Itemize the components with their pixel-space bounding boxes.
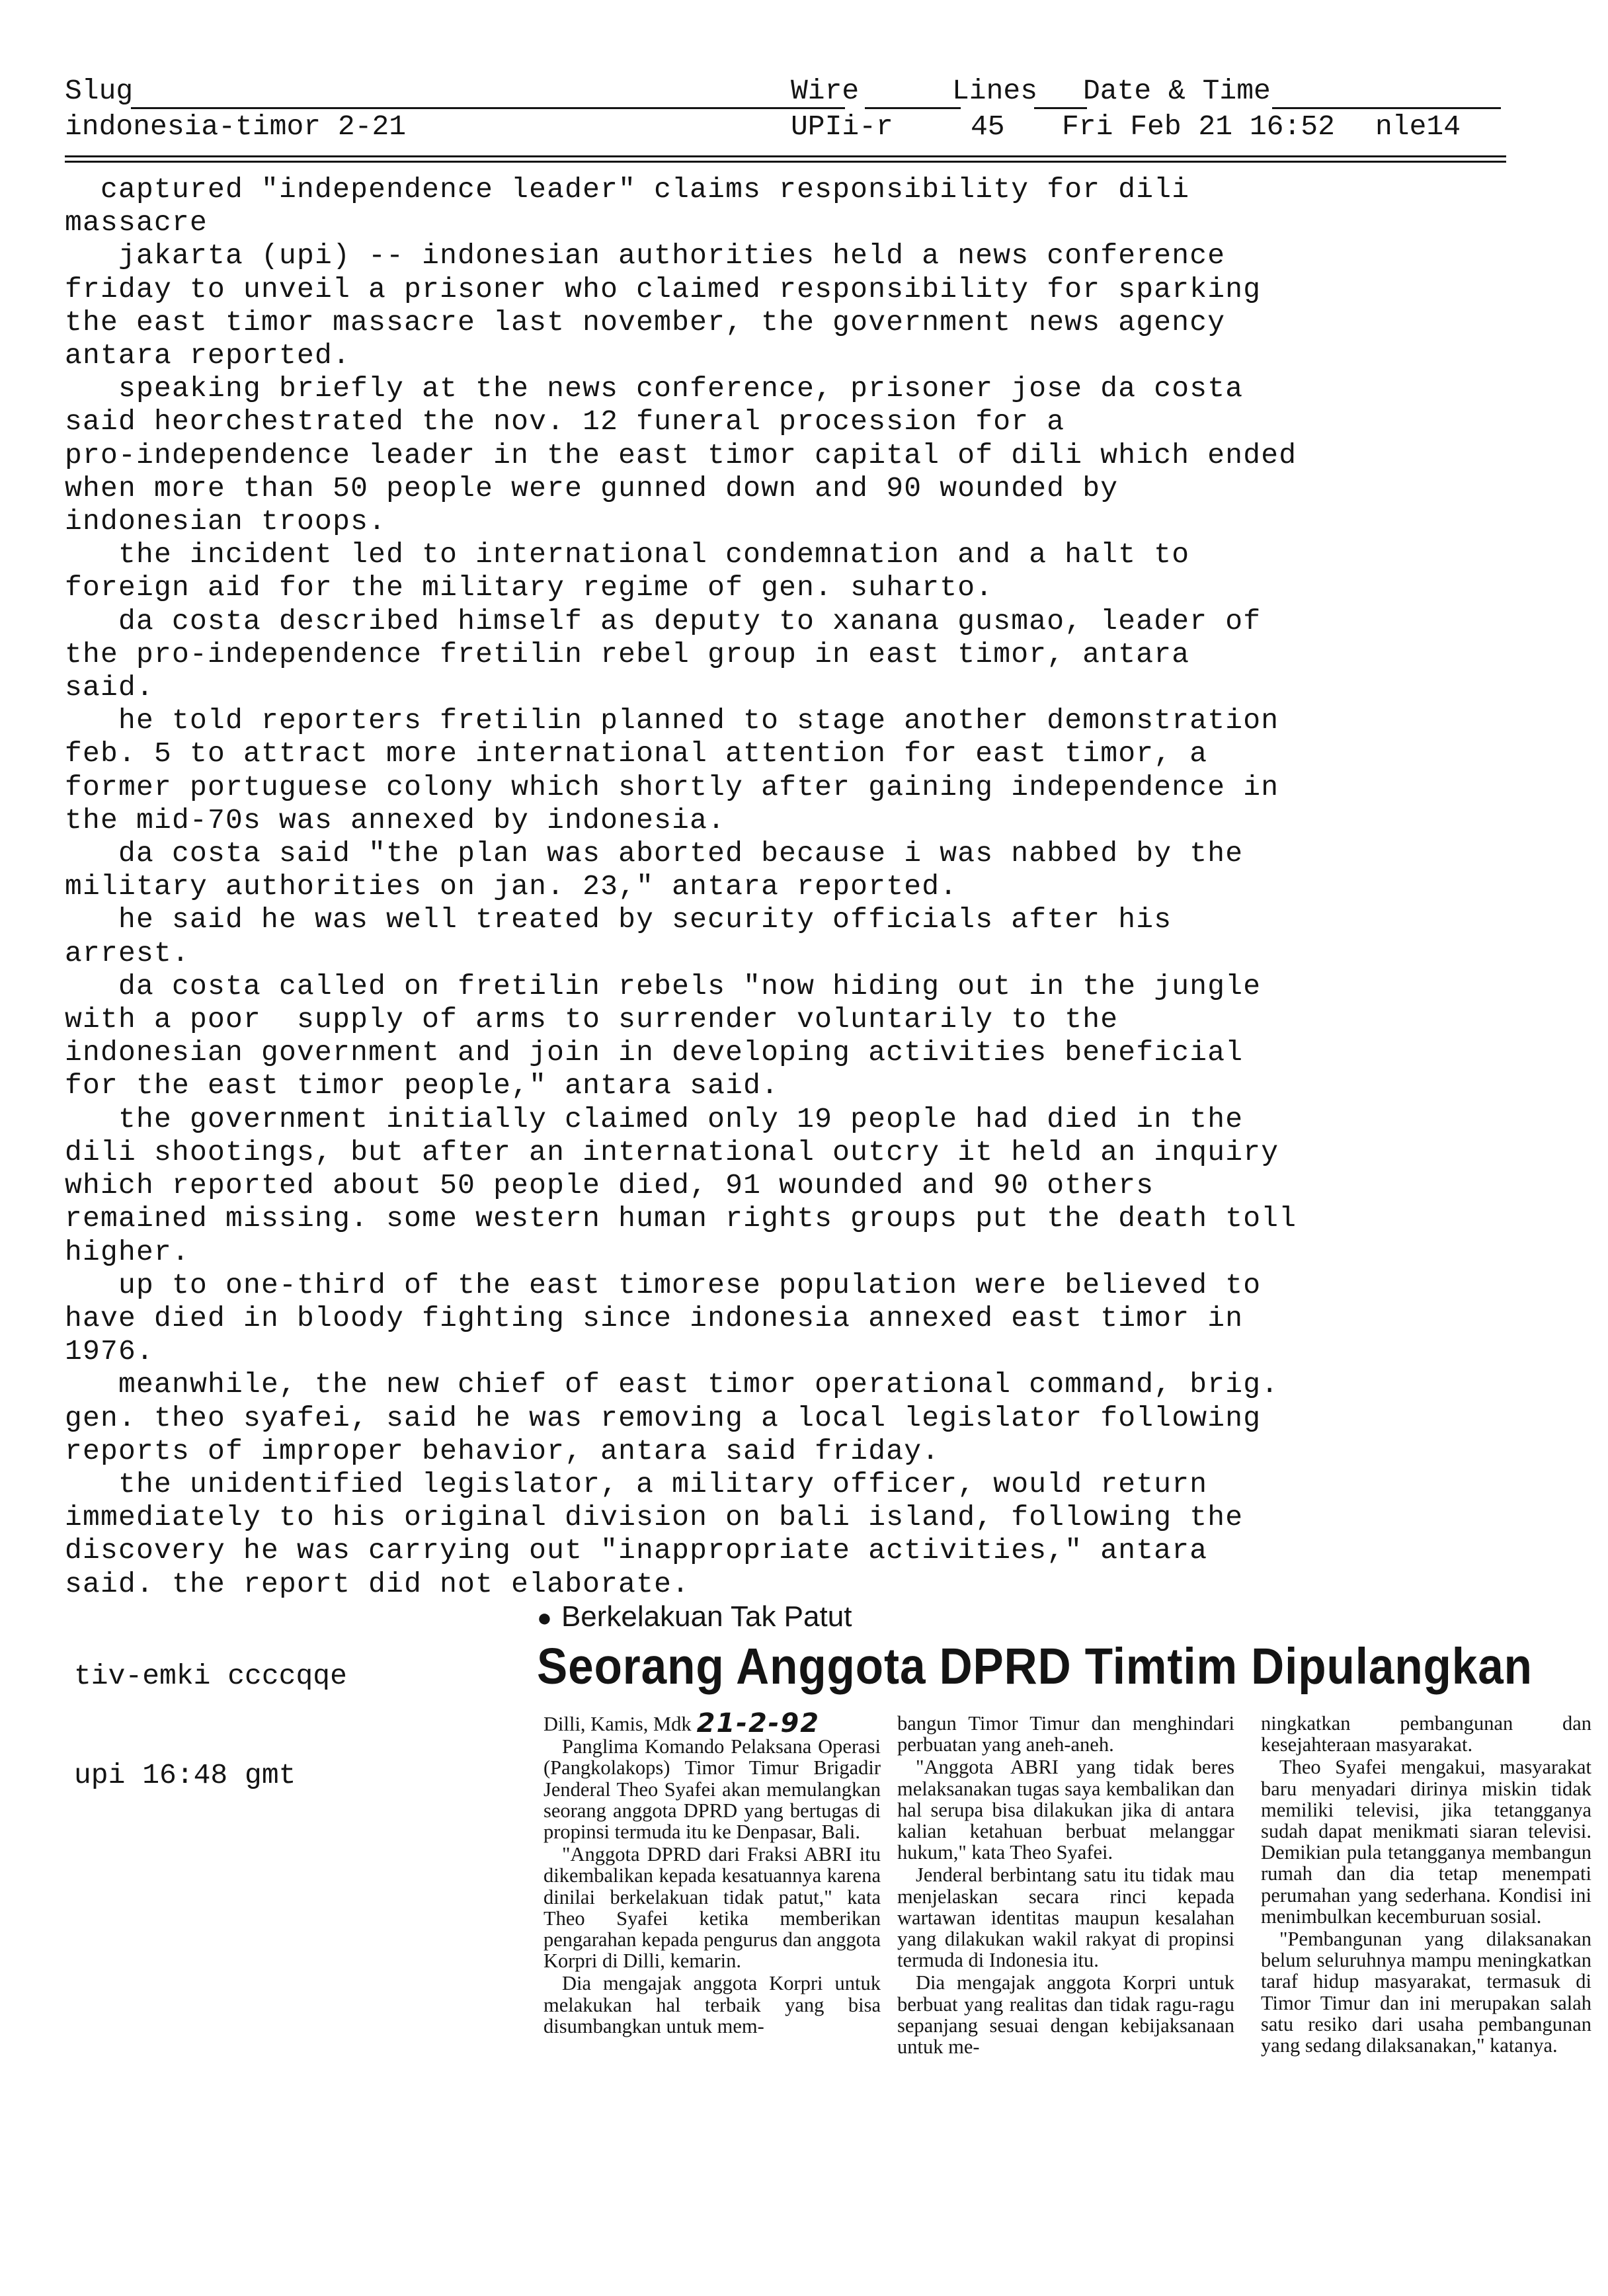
datetime-underline [1272,107,1501,109]
slug-underline [131,107,845,109]
sign-off-line: upi 16:48 gmt [74,1759,296,1791]
story-line: indonesian troops. [65,505,387,538]
clipping-paragraph: Theo Syafei mengakui, masyarakat baru menyadari dirinya miskin tidak memiliki televisi, jika tetangganya sudah dapat menikmati siaran televisi. Demikian pula tetangganya membangun rumah dan dia tetap menempati perumahan yang sederhana. Kondisi ini menimbulkan kecemburuan sosial. [1261,1756,1591,1928]
handwritten-date: 21-2-92 [696,1708,821,1739]
story-line: the government initially claimed only 19 people had died in the [65,1102,1244,1135]
story-line: which reported about 50 people died, 91 wounded and 90 others [65,1169,1154,1202]
dateline-text: Dilli, Kamis, Mdk [543,1713,692,1735]
story-line: speaking briefly at the news conference, prisoner jose da costa [65,372,1244,405]
story-line: the unidentified legislator, a military officer, would return [65,1467,1208,1500]
clipping-column-3 [1261,1713,1591,2057]
dateline [543,1708,881,1739]
story-line: friday to unveil a prisoner who claimed responsibility for sparking [65,272,1262,306]
message-code: nle14 [1375,110,1461,143]
story-line: up to one-third of the east timorese population were believed to [65,1268,1262,1301]
clipping-headline: Seorang Anggota DPRD Timtim Dipulangkan [537,1638,1533,1695]
clipping-paragraph: bangun Timor Timur dan menghindari perbuatan yang aneh-aneh. [897,1712,1234,1756]
story-line: when more than 50 people were gunned down and 90 wounded by [65,472,1119,505]
clipping-column-1 [543,1708,881,2038]
kicker-text: Berkelakuan Tak Patut [561,1600,852,1633]
lines-underline [1034,107,1087,109]
story-line: meanwhile, the new chief of east timor operational command, brig. [65,1368,1279,1401]
story-line: da costa said "the plan was aborted because i was nabbed by the [65,837,1244,870]
story-line: former portuguese colony which shortly after gaining independence in [65,770,1279,803]
story-line: the incident led to international condemnation and a halt to [65,538,1190,571]
story-line: military authorities on jan. 23," antara reported. [65,870,958,903]
slug-value: indonesia-timor 2-21 [65,110,407,143]
story-line: the east timor massacre last november, the government news agency [65,306,1226,339]
story-line: higher. [65,1235,190,1268]
wire-value: UPIi-r [791,110,893,143]
story-line: remained missing. some western human rights groups put the death toll [65,1202,1297,1235]
clipping-paragraph: Jenderal berbintang satu itu tidak mau menjelaskan secara rinci kepada wartawan identitas maupun kesalahan yang dilakukan wakil rakyat di propinsi termuda di Indonesia itu. [897,1864,1234,1972]
story-line: the pro-independence fretilin rebel group in east timor, antara [65,637,1190,671]
clipping-column-2 [897,1713,1234,2059]
clipping-kicker [537,1600,852,1633]
story-line: gen. theo syafei, said he was removing a local legislator following [65,1401,1262,1434]
clipping-paragraph: "Anggota DPRD dari Fraksi ABRI itu dikembalikan kepada kesatuannya karena dinilai berkelakuan tidak patut," kata Theo Syafei ketika memberikan pengarahan kepada pengurus dan anggota Korpri di Dilli, kemarin. [543,1843,881,1973]
story-line: reports of improper behavior, antara said friday. [65,1434,940,1467]
story-line: discovery he was carrying out "inappropriate activities," antara [65,1534,1208,1567]
story-line: immediately to his original division on bali island, following the [65,1501,1244,1534]
story-line: for the east timor people," antara said. [65,1069,780,1102]
wire-underline [865,107,961,109]
story-line: captured "independence leader" claims responsibility for dili [65,173,1190,206]
clipping-paragraph: Dia mengajak anggota Korpri untuk melakukan hal terbaik yang bisa disumbangkan untuk mem- [543,1972,881,2037]
double-rule-divider [65,153,1506,165]
bullet-icon: ● [537,1604,552,1632]
story-line: indonesian government and join in developing activities beneficial [65,1036,1244,1069]
story-line: da costa described himself as deputy to xanana gusmao, leader of [65,604,1262,637]
story-line: said heorchestrated the nov. 12 funeral procession for a [65,405,1065,438]
story-line: pro-independence leader in the east timor capital of dili which ended [65,438,1297,472]
clipping-paragraph: "Pembangunan yang dilaksanakan belum seluruhnya mampu meningkatkan taraf hidup masyarakat, termasuk di Timor Timur dan ini merupakan salah satu resiko dari usaha pembangunan yang sedang dilaksanakan," katanya. [1261,1928,1591,2057]
story-line: with a poor supply of arms to surrender voluntarily to the [65,1003,1119,1036]
story-line: said. [65,671,155,704]
slug-label: Slug [65,75,134,107]
wire-header [65,74,1506,153]
story-line: the mid-70s was annexed by indonesia. [65,803,726,837]
clipping-paragraph: ningkatkan pembangunan dan kesejahteraan masyarakat. [1261,1712,1591,1756]
story-line: da costa called on fretilin rebels "now hiding out in the jungle [65,969,1262,1003]
story-line: he told reporters fretilin planned to stage another demonstration [65,704,1279,737]
sign-off [74,1594,347,1825]
story-line: antara reported. [65,339,351,372]
story-line: have died in bloody fighting since indonesia annexed east timor in [65,1301,1244,1334]
sign-off-line: tiv-emki ccccqqe [74,1660,347,1692]
datetime-label: Date & Time [1083,75,1271,107]
lines-value: 45 [971,110,1005,143]
datetime-value: Fri Feb 21 16:52 [1062,110,1335,143]
story-line: dili shootings, but after an international outcry it held an inquiry [65,1135,1279,1168]
clipping-paragraph: Panglima Komando Pelaksana Operasi (Pangkolakops) Timor Timur Brigadir Jenderal Theo Syafei akan memulangkan seorang anggota DPRD yang bertugas di propinsi termuda itu ke Denpasar, Bali. [543,1735,881,1844]
story-line: foreign aid for the military regime of gen. suharto. [65,571,994,604]
clipping-paragraph: "Anggota ABRI yang tidak beres melaksanakan tugas saya kembalikan dan hal serupa bisa dilakukan jika di antara kalian ketahuan berbuat melanggar hukum," kata Theo Syafei. [897,1756,1234,1864]
clipping-paragraph: Dia mengajak anggota Korpri untuk berbuat yang realitas dan tidak ragu-ragu sepanjang sesuai dengan kebijaksanaan untuk me- [897,1971,1234,2059]
story-line: arrest. [65,936,190,969]
story-line: said. the report did not elaborate. [65,1567,690,1600]
story-line: 1976. [65,1335,155,1368]
story-line: he said he was well treated by security officials after his [65,903,1172,936]
wire-story [65,173,1519,1601]
lines-label: Lines [952,75,1038,107]
story-line: massacre [65,206,208,239]
wire-label: Wire [791,75,860,107]
story-line: jakarta (upi) -- indonesian authorities held a news conference [65,239,1226,272]
story-line: feb. 5 to attract more international attention for east timor, a [65,737,1208,770]
